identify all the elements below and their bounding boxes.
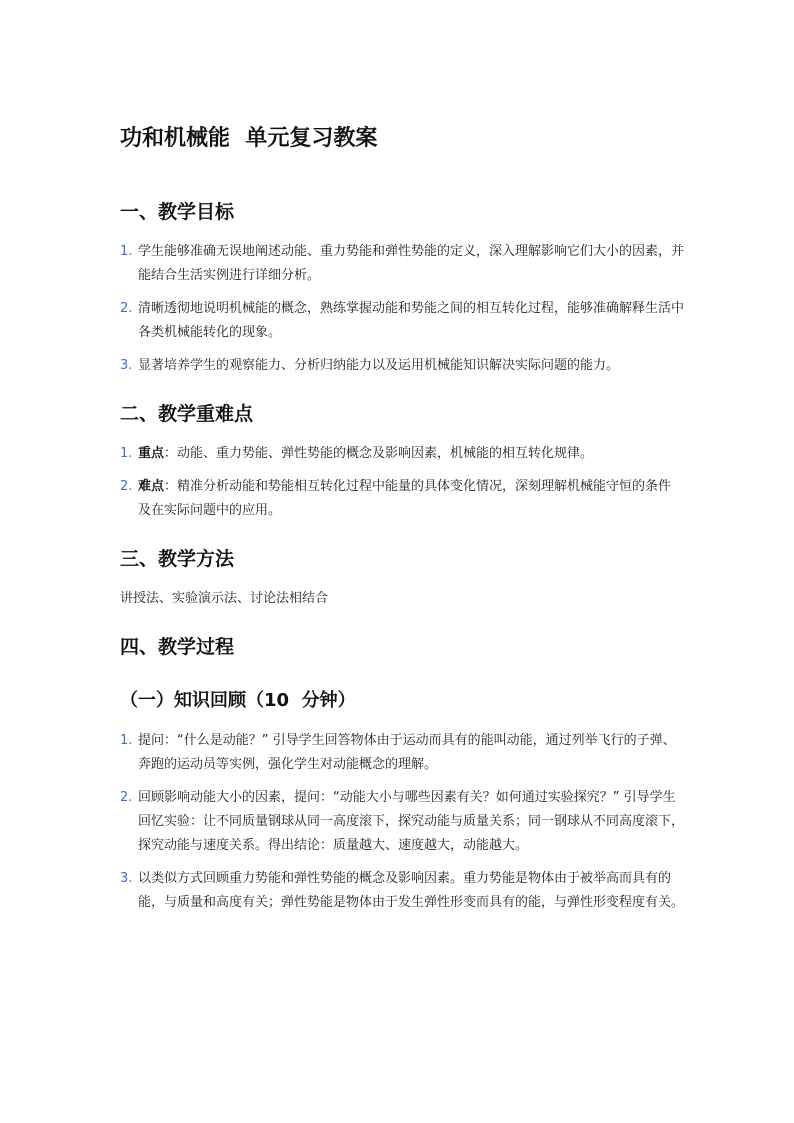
list-item-text: ：精准分析动能和势能相互转化过程中能量的具体变化情况，深刻理解机械能守恒的条件及在实际问题中的应用。 — [138, 479, 672, 518]
methods-text: 讲授法、实验演示法、讨论法相结合 — [120, 591, 329, 606]
list-item-text: 学生能够准确无误地阐述动能、重力势能和弹性势能的定义，深入理解影响它们大小的因素，并能结合生活实例进行详细分析。 — [138, 244, 685, 283]
list-number: 3. — [120, 871, 133, 886]
section-process — [120, 633, 684, 661]
section-methods — [120, 545, 684, 611]
list-number: 2. — [120, 790, 133, 805]
section-heading-methods: 三、教学方法 — [120, 548, 235, 570]
section-heading-goals: 一、教学目标 — [120, 201, 235, 223]
list-item — [120, 240, 684, 288]
goals-list — [120, 240, 684, 378]
list-item-text: 显著培养学生的观察能力、分析归纳能力以及运用机械能知识解决实际问题的能力。 — [138, 358, 620, 373]
list-item-text: 提问：“什么是动能？” 引导学生回答物体由于运动而具有的能叫动能，通过列举飞行的子弹、奔跑的运动员等实例，强化学生对动能概念的理解。 — [138, 733, 676, 772]
section-keypoints — [120, 400, 684, 523]
list-item — [120, 475, 684, 523]
list-number: 2. — [120, 479, 133, 494]
list-item — [120, 867, 684, 915]
list-item-text: 回顾影响动能大小的因素，提问：“动能大小与哪些因素有关？如何通过实验探究？” 引导学生回忆实验：让不同质量钢球从同一高度滚下，探究动能与质量关系；同一钢球从不同高度滚下，探究动能与速度关系。得出结论：质量越大、速度越大，动能越大。 — [138, 790, 685, 853]
list-item — [120, 297, 684, 345]
list-item — [120, 442, 684, 466]
list-item-text: ：动能、重力势能、弹性势能的概念及影响因素，机械能的相互转化规律。 — [164, 446, 594, 461]
list-item — [120, 354, 684, 378]
list-item-text: 以类似方式回顾重力势能和弹性势能的概念及影响因素。重力势能是物体由于被举高而具有的能，与质量和高度有关；弹性势能是物体由于发生弹性形变而具有的能，与弹性形变程度有关。 — [138, 871, 685, 910]
list-number: 3. — [120, 358, 133, 373]
list-number: 1. — [120, 733, 133, 748]
review-list — [120, 729, 684, 915]
list-number: 2. — [120, 301, 133, 316]
section-goals — [120, 198, 684, 378]
key-label: 重点 — [138, 446, 165, 461]
subsection-heading-review: （一）知识回顾（10 分钟） — [120, 690, 356, 711]
keypoints-list — [120, 442, 684, 523]
difficulty-label: 难点 — [138, 479, 165, 494]
list-number: 1. — [120, 446, 133, 461]
subsection-review — [120, 687, 684, 915]
section-heading-keypoints: 二、教学重难点 — [120, 403, 254, 425]
list-item-text: 清晰透彻地说明机械能的概念，熟练掌握动能和势能之间的相互转化过程，能够准确解释生活中各类机械能转化的现象。 — [138, 301, 685, 340]
list-item — [120, 729, 684, 777]
list-number: 1. — [120, 244, 133, 259]
list-item — [120, 786, 684, 858]
page-title: 功和机械能 单元复习教案 — [120, 126, 378, 151]
section-heading-process: 四、教学过程 — [120, 636, 235, 658]
